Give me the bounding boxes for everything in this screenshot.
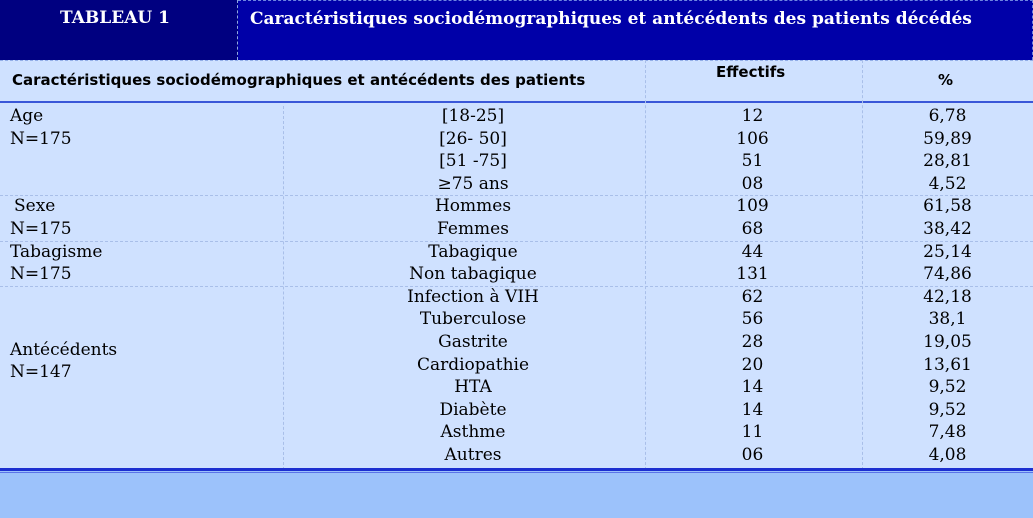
row-count: 11 xyxy=(741,422,764,443)
row-count: 14 xyxy=(741,399,764,420)
row-modality: [18-25] xyxy=(441,106,505,126)
table-title-cell xyxy=(238,0,1033,60)
row-modality: Cardiopathie xyxy=(416,354,530,375)
group-label: Antécédents xyxy=(10,339,118,360)
row-modality: Non tabagique xyxy=(409,264,537,285)
row-modality: Diabète xyxy=(439,399,507,420)
group-sample-size: N=175 xyxy=(10,219,72,239)
row-modality: Femmes xyxy=(437,219,509,239)
data-table xyxy=(0,60,1033,470)
row-percent: 61,58 xyxy=(923,196,972,217)
row-percent: 59,89 xyxy=(923,128,972,149)
row-count: 56 xyxy=(741,309,764,330)
table-tag-cell xyxy=(0,0,238,60)
row-percent: 28,81 xyxy=(923,151,972,172)
table-header-row xyxy=(0,60,1033,103)
row-count: 109 xyxy=(736,196,769,217)
row-count: 68 xyxy=(741,219,764,239)
title-bar xyxy=(0,0,1033,60)
row-count: 20 xyxy=(741,354,764,375)
row-modality: ≥75 ans xyxy=(437,173,509,194)
row-count: 08 xyxy=(741,173,764,194)
group-sample-size: N=175 xyxy=(10,128,72,149)
row-count: 131 xyxy=(736,264,769,285)
row-percent: 42,18 xyxy=(923,286,972,307)
table-bottom-border-thin xyxy=(0,472,1033,473)
row-modality: Asthme xyxy=(440,422,506,443)
row-count: 44 xyxy=(741,241,764,262)
row-percent: 38,42 xyxy=(923,219,972,239)
row-percent: 6,78 xyxy=(928,106,967,126)
row-modality: Gastrite xyxy=(438,332,508,352)
table-bottom-border xyxy=(0,468,1033,471)
row-count: 51 xyxy=(741,151,764,172)
row-percent: 25,14 xyxy=(923,241,972,262)
row-modality: Autres xyxy=(444,445,502,465)
row-count: 106 xyxy=(736,128,769,149)
row-percent: 4,52 xyxy=(928,173,967,194)
header-percent: % xyxy=(938,71,954,89)
row-modality: [51 -75] xyxy=(439,151,507,172)
row-modality: Infection à VIH xyxy=(407,286,539,307)
row-percent: 9,52 xyxy=(928,377,967,398)
row-percent: 19,05 xyxy=(923,332,972,352)
row-count: 06 xyxy=(741,445,764,465)
row-count: 62 xyxy=(741,286,764,307)
row-modality: HTA xyxy=(454,377,492,398)
row-count: 14 xyxy=(741,377,764,398)
row-modality: [26- 50] xyxy=(439,128,507,149)
row-modality: Hommes xyxy=(434,196,512,217)
group-sample-size: N=147 xyxy=(10,362,72,383)
row-percent: 38,1 xyxy=(928,309,967,330)
row-count: 28 xyxy=(741,332,764,352)
table-tag: TABLEAU 1 xyxy=(60,8,170,28)
row-percent: 74,86 xyxy=(923,264,972,285)
header-characteristics: Caractéristiques sociodémographiques et antécédents des patients xyxy=(12,71,586,89)
table-title: Caractéristiques sociodémographiques et antécédents des patients décédés xyxy=(250,9,972,29)
row-percent: 13,61 xyxy=(923,354,972,375)
row-percent: 7,48 xyxy=(928,422,967,443)
group-label: Sexe xyxy=(14,196,56,217)
header-count: Effectifs xyxy=(716,63,786,81)
row-percent: 4,08 xyxy=(928,445,967,465)
group-sample-size: N=175 xyxy=(10,264,72,285)
group-label: Tabagisme xyxy=(10,241,103,262)
row-percent: 9,52 xyxy=(928,399,967,420)
row-modality: Tabagique xyxy=(428,241,518,262)
group-label: Age xyxy=(10,106,44,126)
row-modality: Tuberculose xyxy=(419,309,527,330)
row-count: 12 xyxy=(741,106,764,126)
